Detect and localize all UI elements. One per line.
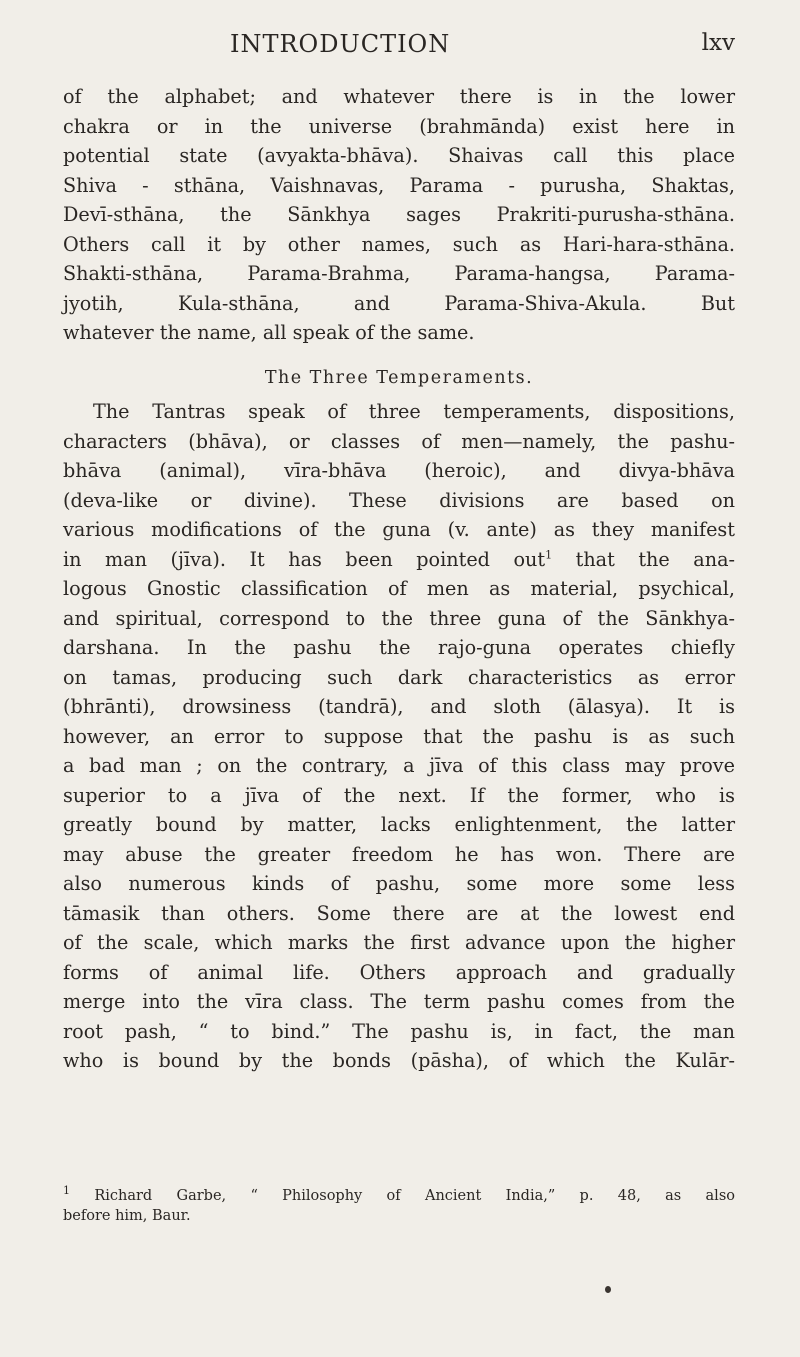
text-line: potential state (avyakta-bhāva). Shaivas call this place xyxy=(63,144,735,167)
text-line: Shakti-sthāna, Parama-Brahma, Parama-hangsa, Parama- xyxy=(63,262,735,285)
text-line: of the scale, which marks the first advance upon the higher xyxy=(63,931,735,954)
text-line: may abuse the greater freedom he has won. There are xyxy=(63,842,735,866)
text-line: (deva-like or divine). These divisions are based on xyxy=(63,488,735,512)
text-line: (bhrānti), drowsiness (tandrā), and sloth (ālasya). It is xyxy=(63,695,735,718)
text-line: of the alphabet; and whatever there is in the lower xyxy=(63,85,735,108)
text-line: jyotih, Kula-sthāna, and Parama-Shiva-Akula. But xyxy=(63,291,735,315)
page-number: lxv xyxy=(701,30,735,56)
text-line: root pash, “ to bind.” The pashu is, in fact, the man xyxy=(63,1019,735,1043)
text-line: whatever the name, all speak of the same. xyxy=(63,321,475,344)
text-line: superior to a jīva of the next. If the former, who is xyxy=(63,783,735,807)
ink-speck xyxy=(605,1286,611,1293)
text-line: darshana. In the pashu the rajo-guna operates chiefly xyxy=(63,636,735,659)
text-line: The Tantras speak of three temperaments, dispositions, xyxy=(93,400,735,423)
text-line-with-footnote-ref xyxy=(63,545,735,575)
text-line: bhāva (animal), vīra-bhāva (heroic), and divya-bhāva xyxy=(63,459,735,482)
footnote-line: before him, Baur. xyxy=(63,1208,191,1224)
text-line: however, an error to suppose that the pashu is as such xyxy=(63,724,735,748)
text-line: Others call it by other names, such as Hari-hara-sthāna. xyxy=(63,232,735,256)
main-text xyxy=(63,82,735,1076)
text-line: forms of animal life. Others approach and gradually xyxy=(63,960,735,984)
footnote-reference: 1 xyxy=(545,548,553,562)
text-line: chakra or in the universe (brahmānda) exist here in xyxy=(63,114,735,138)
text-line: greatly bound by matter, lacks enlightenment, the latter xyxy=(63,813,735,836)
text-line: characters (bhāva), or classes of men—namely, the pashu- xyxy=(63,429,735,453)
footnote xyxy=(63,1186,735,1226)
text-line: also numerous kinds of pashu, some more some less xyxy=(63,872,735,895)
text-line: logous Gnostic classification of men as material, psychical, xyxy=(63,577,735,600)
text-line: who is bound by the bonds (pāsha), of which the Kulār- xyxy=(63,1049,735,1072)
section-heading: The Three Temperaments. xyxy=(264,367,534,388)
footnote-number: 1 xyxy=(63,1184,70,1198)
text-line: Shiva - sthāna, Vaishnavas, Parama - purusha, Shaktas, xyxy=(63,173,735,197)
running-title: INTRODUCTION xyxy=(230,30,451,58)
text-line: tāmasik than others. Some there are at the lowest end xyxy=(63,901,735,925)
paragraph-1 xyxy=(63,82,735,348)
paragraph-2 xyxy=(63,397,735,1076)
text-line: merge into the vīra class. The term pashu comes from the xyxy=(63,990,735,1013)
text-line: on tamas, producing such dark characteristics as error xyxy=(63,665,735,689)
text-line: and spiritual, correspond to the three guna of the Sānkhya- xyxy=(63,606,735,630)
text-line: a bad man ; on the contrary, a jīva of this class may prove xyxy=(63,754,735,777)
text-line: Devī-sthāna, the Sānkhya sages Prakriti-purusha-sthāna. xyxy=(63,203,735,226)
line-end: that the ana- xyxy=(552,547,735,571)
footnote-line: $^1$ Richard Garbe, “ Philosophy of Ancient India,” p. 48, as also xyxy=(63,1184,735,1204)
line-start: in man (jīva). It has been pointed out xyxy=(63,547,546,571)
running-header xyxy=(230,20,735,60)
text-line: various modifications of the guna (v. ante) as they manifest xyxy=(63,518,735,541)
